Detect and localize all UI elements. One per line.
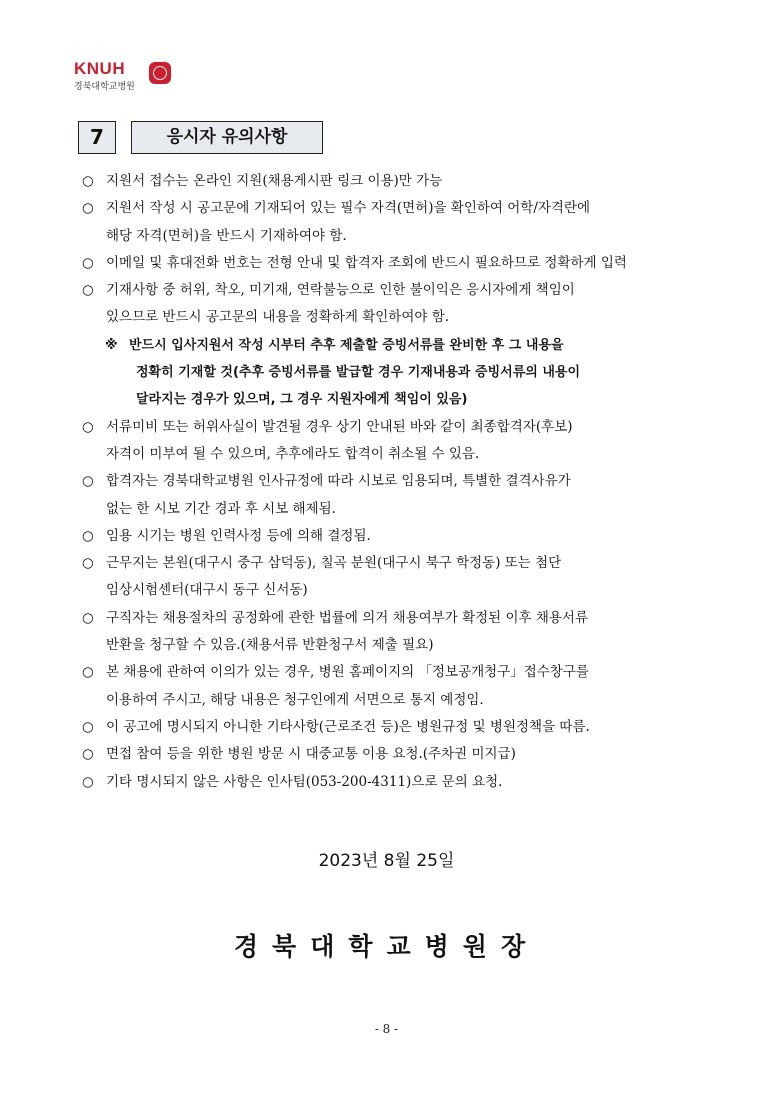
circle-bullet-icon: ○ [82,254,94,271]
list-item [82,414,712,441]
section-title: 응시자 유의사항 [131,121,323,154]
list-item-text: 해당 자격(면허)을 반드시 기재하여야 함. [106,227,347,244]
list-item-text: 서류미비 또는 허위사실이 발견될 경우 상기 안내된 바와 같이 최종합격자(후보) [106,418,573,435]
notice-list [82,168,712,796]
list-item [82,468,712,495]
announcement-date: 2023년 8월 25일 [318,851,455,871]
circle-bullet-icon: ○ [82,473,94,490]
circle-bullet-icon: ○ [82,609,94,626]
list-item-text: 이용하여 주시고, 해당 내용은 청구인에게 서면으로 통지 예정임. [106,691,484,708]
list-item-text: 임용 시기는 병원 인력사정 등에 의해 결정됨. [106,527,371,544]
list-item-text: 이 공고에 명시되지 아니한 기타사항(근로조건 등)은 병원규정 및 병원정책을 따름. [106,718,590,735]
section-number: 7 [78,121,116,154]
list-item [82,741,712,768]
list-item-text: 반환을 청구할 수 있음.(채용서류 반환청구서 제출 필요) [106,637,434,654]
logo-text: KNUH [74,59,126,78]
list-item-text: 지원서 접수는 온라인 지원(채용게시판 링크 이용)만 가능 [106,173,443,189]
list-item-continuation [82,632,712,659]
circle-bullet-icon: ○ [82,773,94,790]
list-item-text: 있으므로 반드시 공고문의 내용을 정확하게 확인하여야 함. [106,309,450,326]
circle-bullet-icon: ○ [82,282,94,299]
list-item-text: 달라지는 경우가 있으며, 그 경우 지원자에게 책임이 있음) [136,392,468,408]
list-item [82,769,712,796]
list-item-text: 본 채용에 관하여 이의가 있는 경우, 병원 홈페이지의 「정보공개청구」접수창구를 [106,664,589,681]
list-item-continuation [82,577,712,604]
list-item-text: 반드시 입사지원서 작성 시부터 추후 제출할 증빙서류를 완비한 후 그 내용을 [129,337,564,353]
list-item-text: 정확히 기재할 것(추후 증빙서류를 발급할 경우 기재내용과 증빙서류의 내용이 [136,365,581,381]
list-item-text: 합격자는 경북대학교병원 인사규정에 따라 시보로 임용되며, 특별한 결격사유가 [106,473,571,490]
circle-bullet-icon: ○ [82,555,94,572]
reference-mark-icon: ※ [105,337,118,353]
list-item-continuation [82,223,712,250]
page-number: - 8 - [374,1022,399,1036]
list-item-text: 지원서 작성 시 공고문에 기재되어 있는 필수 자격(면허)을 확인하여 어학/자격란에 [106,200,591,217]
list-item [82,277,712,304]
list-item-text: 기타 명시되지 않은 사항은 인사팀(053-200-4311)으로 문의 요청. [106,773,503,790]
list-item-text: 구직자는 채용절차의 공정화에 관한 법률에 의거 채용여부가 확정된 이후 채용서류 [106,609,589,626]
list-item-continuation [82,304,712,331]
hospital-logo [74,59,174,96]
circle-bullet-icon: ○ [82,527,94,544]
circle-bullet-icon: ○ [82,718,94,735]
circle-bullet-icon: ○ [82,418,94,435]
logo-subtext: 경북대학교병원 [74,82,135,92]
knuh-emblem-icon [149,62,171,84]
note-item [82,332,712,359]
list-item-text: 근무지는 본원(대구시 중구 삼덕동), 칠곡 분원(대구시 북구 학정동) 또는 첨단 [106,555,562,572]
list-item-continuation [82,359,712,386]
circle-bullet-icon: ○ [82,200,94,217]
list-item [82,195,712,222]
list-item [82,714,712,741]
circle-bullet-icon: ○ [82,746,94,763]
list-item [82,523,712,550]
list-item-continuation [82,687,712,714]
circle-bullet-icon: ○ [82,664,94,681]
list-item [82,605,712,632]
list-item [82,550,712,577]
list-item-continuation [82,496,712,523]
list-item-text: 자격이 미부여 될 수 있으며, 추후에라도 합격이 취소될 수 있음. [106,445,480,462]
circle-bullet-icon: ○ [82,173,94,189]
list-item-text: 기재사항 중 허위, 착오, 미기재, 연락불능으로 인한 불이익은 응시자에게 책임이 [106,282,575,299]
list-item [82,250,712,277]
list-item-continuation [82,386,712,413]
list-item [82,659,712,686]
list-item-text: 면접 참여 등을 위한 병원 방문 시 대중교통 이용 요청.(주차권 미지급) [106,746,516,763]
list-item-text: 이메일 및 휴대전화 번호는 전형 안내 및 합격자 조회에 반드시 필요하므로 정확하게 입력 [106,254,627,271]
list-item-continuation [82,441,712,468]
list-item-text: 임상시험센터(대구시 동구 신서동) [106,582,308,599]
signature-line: 경북대학교병원장 [233,932,540,961]
list-item-text: 없는 한 시보 기간 경과 후 시보 해제됨. [106,500,336,517]
list-item [82,168,712,195]
